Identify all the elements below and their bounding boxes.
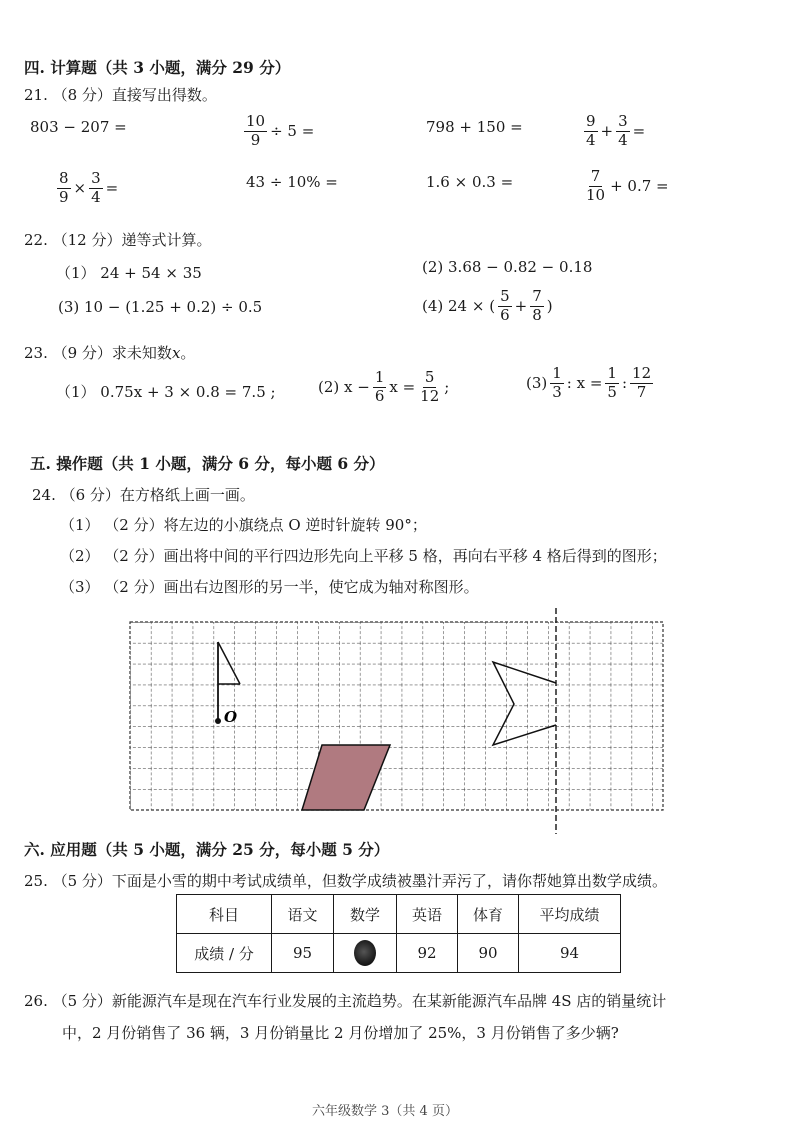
header-cell: 英语: [397, 895, 458, 934]
section-6-heading: 六. 应用题（共 5 小题，满分 25 分，每小题 5 分）: [24, 840, 390, 859]
q21-expr-3: 798 + 150 =: [426, 118, 523, 136]
question-21-title: 21. （8 分）直接写出得数。: [24, 86, 217, 104]
denominator: 6: [374, 386, 385, 405]
numerator: 5: [424, 368, 435, 386]
question-24-title: 24. （6 分）在方格纸上画一画。: [32, 486, 255, 504]
denominator: 4: [91, 187, 101, 206]
question-25-title: 25. （5 分）下面是小雪的期中考试成绩单，但数学成绩被墨汁弄污了，请你帮她算出数学成绩。: [24, 872, 667, 890]
section-5-heading: 五. 操作题（共 1 小题，满分 6 分，每小题 6 分）: [30, 454, 385, 473]
operator: ×: [73, 179, 87, 198]
denominator: 4: [618, 130, 628, 149]
numerator: 1: [607, 364, 617, 382]
title-text: 。: [180, 344, 196, 362]
expr-text: : x =: [566, 374, 603, 393]
point-o-label: O: [224, 708, 238, 726]
equals: =: [632, 122, 646, 141]
section-4-heading: 四. 计算题（共 3 小题，满分 29 分）: [24, 58, 291, 77]
numerator: 12: [632, 364, 652, 382]
score-table: [176, 894, 621, 973]
operator: +: [514, 297, 528, 316]
numerator: 7: [590, 167, 601, 185]
title-text: 23. （9 分）求未知数: [24, 344, 172, 362]
q23-part-1: （1） 0.75x + 3 × 0.8 = 7.5 ;: [56, 383, 276, 401]
expr-text: ): [546, 297, 553, 316]
denominator: 8: [532, 305, 542, 324]
question-26-line-2: 中，2 月份销售了 36 辆，3 月份销量比 2 月份增加了 25%，3 月份销售了多少辆?: [62, 1024, 619, 1042]
row-label-cell: 成绩 / 分: [177, 934, 272, 973]
denominator: 12: [420, 386, 440, 405]
numerator: 8: [59, 169, 69, 187]
expr-text: (4) 24 × (: [422, 297, 496, 316]
equals: =: [105, 179, 119, 198]
score-cell: 95: [272, 934, 334, 973]
operator: +: [600, 122, 614, 141]
denominator: 7: [636, 382, 647, 401]
q21-expr-7: 1.6 × 0.3 =: [426, 173, 514, 191]
expr-text: ;: [444, 378, 450, 397]
numerator: 3: [618, 112, 628, 130]
header-cell: 体育: [458, 895, 519, 934]
denominator: 6: [500, 305, 510, 324]
numerator: 3: [91, 169, 101, 187]
score-cell: 92: [397, 934, 458, 973]
expr-text: x =: [389, 378, 416, 397]
expr-text: :: [621, 374, 628, 393]
expr-text: (2) x −: [318, 378, 370, 397]
numerator: 9: [586, 112, 596, 130]
denominator: 5: [607, 382, 617, 401]
grid-paper: [130, 622, 663, 810]
score-cell: 90: [458, 934, 519, 973]
denominator: 9: [250, 130, 261, 149]
q24-subquestion-3: （3） （2 分）画出右边图形的另一半，使它成为轴对称图形。: [60, 578, 479, 596]
header-cell: 科目: [177, 895, 272, 934]
denominator: 4: [586, 130, 596, 149]
expr-text: + 0.7 =: [610, 177, 669, 196]
header-cell: 平均成绩: [519, 895, 621, 934]
q22-part-1: （1） 24 + 54 × 35: [56, 264, 202, 282]
denominator: 3: [552, 382, 562, 401]
numerator: 10: [246, 112, 266, 130]
expr-text: (3): [526, 374, 548, 393]
numerator: 7: [532, 287, 542, 305]
numerator: 1: [552, 364, 562, 382]
score-cell: 94: [519, 934, 621, 973]
numerator: 5: [500, 287, 510, 305]
numerator: 1: [374, 368, 385, 386]
ink-blot-cell: [334, 934, 397, 973]
page-footer: 六年级数学 3（共 4 页）: [312, 1104, 458, 1119]
header-cell: 语文: [272, 895, 334, 934]
expr-text: ÷ 5 =: [270, 122, 315, 141]
table-row: [177, 934, 621, 973]
ink-blot-icon: [354, 940, 376, 966]
q24-subquestion-1: （1） （2 分）将左边的小旗绕点 O 逆时针旋转 90°；: [60, 516, 427, 534]
denominator: 9: [59, 187, 69, 206]
variable: x: [171, 344, 181, 362]
table-header-row: [177, 895, 621, 934]
q21-expr-1: 803 − 207 =: [30, 118, 127, 136]
question-26-line-1: 26. （5 分）新能源汽车是现在汽车行业发展的主流趋势。在某新能源汽车品牌 4S 店的销量统计: [24, 992, 667, 1010]
q24-subquestion-2: （2） （2 分）画出将中间的平行四边形先向上平移 5 格，再向右平移 4 格后得到的图形；: [60, 547, 667, 565]
q22-part-3: (3) 10 − (1.25 + 0.2) ÷ 0.5: [58, 298, 263, 316]
question-22-title: 22. （12 分）递等式计算。: [24, 231, 212, 249]
q21-expr-6: 43 ÷ 10% =: [246, 173, 338, 191]
q22-part-2: (2) 3.68 − 0.82 − 0.18: [422, 258, 593, 276]
header-cell: 数学: [334, 895, 397, 934]
denominator: 10: [586, 185, 606, 204]
